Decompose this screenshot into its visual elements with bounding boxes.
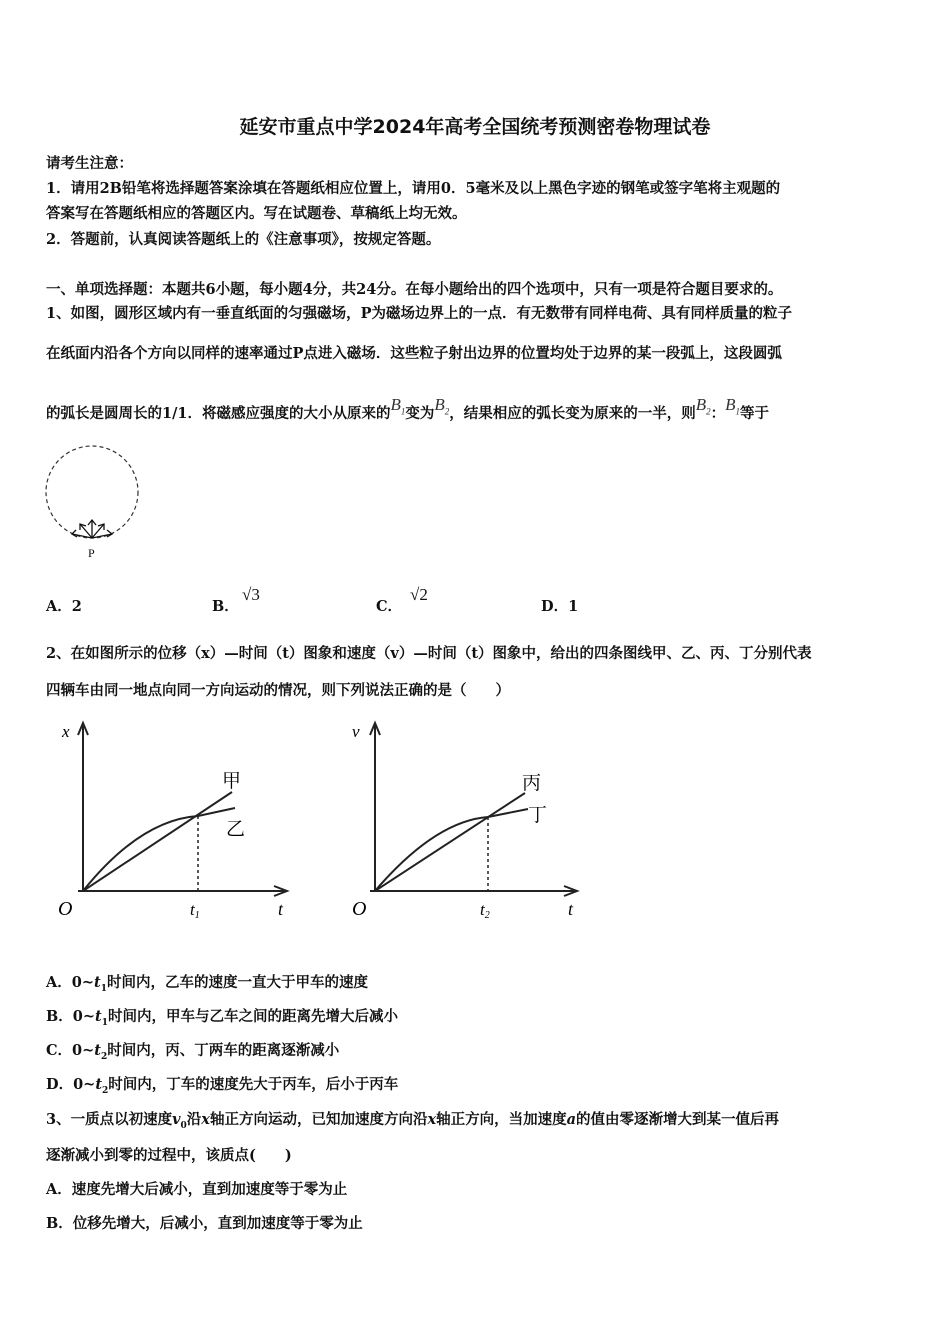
q1-line3-d: 等于 bbox=[740, 405, 770, 422]
page-title: 延安市重点中学2024年高考全国统考预测密卷物理试卷 bbox=[239, 116, 711, 138]
q1-line2: 在纸面内沿各个方向以同样的速率通过P点进入磁场．这些粒子射出边界的位置均处于边界的某一段弧上，这段圆弧 bbox=[46, 345, 782, 362]
q2-line1: 2、在如图所示的位移（x）—时间（t）图象和速度（v）—时间（t）图象中，给出的四条图线甲、乙、丙、丁分别代表 bbox=[46, 645, 812, 662]
q2-graph-xt bbox=[50, 715, 300, 930]
vt-origin: O bbox=[352, 898, 367, 920]
q1-option-c-value: √2 bbox=[410, 585, 428, 604]
xt-ylabel: x bbox=[62, 722, 70, 741]
point-p-label: P bbox=[88, 546, 95, 560]
q1-line3-c: ，结果相应的弧长变为原来的一半，则 bbox=[449, 405, 696, 422]
curve-bing bbox=[375, 793, 525, 891]
q1-option-c: C． bbox=[376, 598, 403, 615]
curve-jia bbox=[83, 792, 232, 891]
q2-option-b: B．$0\sim t_1$时间内，甲车与乙车之间的距离先增大后减小 bbox=[46, 1008, 398, 1028]
q2-option-c: C．$0\sim t_2$时间内，丙、丁两车的距离逐渐减小 bbox=[46, 1042, 340, 1062]
q1-sym-b2: $B_2$ bbox=[434, 395, 450, 417]
q3-line2: 逐渐减小到零的过程中，该质点( ) bbox=[46, 1147, 292, 1164]
curve-yi bbox=[83, 808, 235, 891]
q1-sym-b1: $B_1$ bbox=[390, 395, 406, 417]
notice-item2: 2．答题前，认真阅读答题纸上的《注意事项》，按规定答题。 bbox=[46, 231, 441, 248]
q2-option-d: D．$0\sim t_2$时间内，丁车的速度先大于丙车，后小于丙车 bbox=[46, 1076, 399, 1096]
notice-heading: 请考生注意： bbox=[46, 155, 133, 172]
xt-origin: O bbox=[58, 898, 73, 920]
q2-graph-vt bbox=[340, 715, 590, 930]
vt-t2-label: t2 bbox=[480, 900, 490, 921]
label-ding: 丁 bbox=[528, 805, 548, 826]
vt-xlabel: t bbox=[568, 899, 574, 919]
q2-line2: 四辆车由同一地点向同一方向运动的情况，则下列说法正确的是（ ） bbox=[46, 682, 510, 699]
velocity-arrows bbox=[72, 520, 112, 538]
q1-sym-b1-ratio: $B_1$ bbox=[725, 395, 741, 417]
q1-line1: 1、如图，圆形区域内有一垂直纸面的匀强磁场，P为磁场边界上的一点．有无数带有同样电荷、具有同样质量的粒子 bbox=[46, 305, 792, 322]
q3-line1: 3、一质点以初速度$v_0$沿x轴正方向运动，已知加速度方向沿x轴正方向，当加速度a的值由零逐渐增大到某一值后再 bbox=[46, 1111, 780, 1131]
notice-item1-line1: 1．请用2B铅笔将选择题答案涂填在答题纸相应位置上，请用0．5毫米及以上黑色字迹的钢笔或签字笔将主观题的 bbox=[46, 180, 781, 197]
q1-option-b-value: √3 bbox=[242, 585, 260, 604]
xt-t1-label: t1 bbox=[190, 900, 200, 921]
vt-ylabel: v bbox=[352, 722, 360, 741]
q1-sym-b2-ratio: $B_2$ bbox=[695, 395, 711, 417]
q1-line3-b: 变为 bbox=[405, 405, 435, 422]
curve-ding bbox=[375, 809, 528, 891]
label-jia: 甲 bbox=[222, 771, 242, 792]
q3-option-b: B．位移先增大，后减小，直到加速度等于零为止 bbox=[46, 1215, 363, 1232]
q1-option-b: B． bbox=[212, 598, 239, 615]
q3-option-a: A．速度先增大后减小，直到加速度等于零为止 bbox=[46, 1181, 348, 1198]
section1-heading: 一、单项选择题：本题共6小题，每小题4分，共24分。在每小题给出的四个选项中，只有一项是符合题目要求的。 bbox=[46, 281, 783, 298]
label-yi: 乙 bbox=[226, 819, 246, 840]
q1-option-a: A．2 bbox=[46, 598, 82, 615]
q1-figure-circle bbox=[40, 440, 150, 565]
q1-option-d: D．1 bbox=[541, 598, 579, 615]
q1-line3-a: 的弧长是圆周长的1/1．将磁感应强度的大小从原来的 bbox=[46, 405, 391, 422]
q1-line3 bbox=[46, 395, 770, 424]
q1-line3-colon: ： bbox=[710, 405, 726, 422]
label-bing: 丙 bbox=[522, 773, 542, 794]
q2-option-a: A．$0\sim t_1$时间内，乙车的速度一直大于甲车的速度 bbox=[46, 974, 368, 994]
xt-xlabel: t bbox=[278, 899, 284, 919]
notice-item1-line2: 答案写在答题纸相应的答题区内。写在试题卷、草稿纸上均无效。 bbox=[46, 205, 467, 222]
